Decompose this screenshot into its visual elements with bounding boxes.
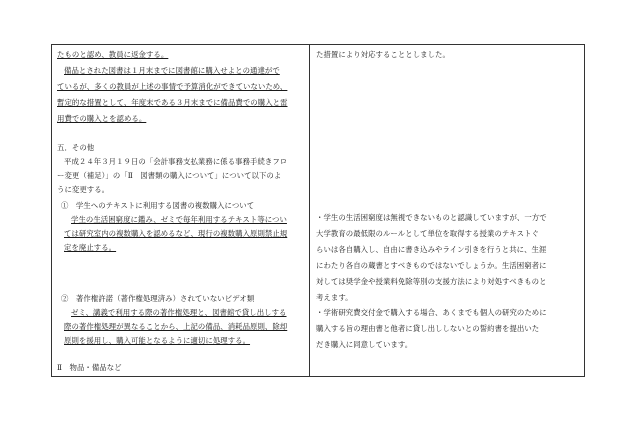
item1-line: 定を廃止する。 (64, 243, 117, 252)
block1-line: 暫定的な措置として、年度末である３月末までに備品費での購入と雷 (57, 98, 288, 107)
section5-heading: 五．その他 (57, 143, 95, 152)
proposal-column (52, 45, 310, 376)
block1-line: 備品とされた図書は１月末までに図書館に購入せよとの通達がで (64, 66, 280, 75)
item2-line: 際の著作権処理が異なることから、上記の備品、消耗品原則、除却 (64, 322, 288, 331)
response-column (310, 45, 584, 376)
response2-line: にわたり各自の蔵書とすべきものではないでしょうか。生活困窮者に (316, 261, 547, 270)
response2-line: 考えます。 (316, 293, 353, 302)
item1-line: ては研究室内の複数購入を認めるなど、現行の複数購入原則禁止規 (64, 229, 288, 238)
response3-line: ・学術研究費交付金で購入する場合、あくまでも個人の研究のために (316, 308, 547, 317)
response3-line: だき購入に同意しています。 (316, 340, 413, 349)
response2-line: ・学生の生活困窮度は無視できないものと認識していますが、一方で (316, 213, 547, 222)
section5-intro-line: ー変更（補足）」の「Ⅱ 図書類の購入について」について以下のよ (57, 171, 282, 180)
item2-heading: ② 著作権許諾（著作権処理済み）されていないビデオ類 (61, 294, 255, 303)
response2-line: らいは各自購入し、自由に書き込みやライン引きを行うと共に、生涯 (316, 245, 547, 254)
block1-line: 用費での購入とを認める。 (57, 114, 147, 123)
item2-line: ゼミ、講義で利用する際の著作権処理と、図書館で貸し出しする (71, 308, 287, 317)
section2-heading: Ⅱ 物品・備品など (57, 363, 122, 372)
block1-line: たものと認め、教員に返金する。 (57, 50, 169, 59)
item1-line: 学生の生活困窮度に鑑み、ゼミで毎年利用するテキスト等につい (71, 215, 287, 224)
revision-table (51, 44, 585, 377)
response1-line: た措置により対応することとしました。 (316, 50, 450, 59)
block1-line: ているが、多くの教員が上述の事情で予算消化ができていないため、 (57, 82, 288, 91)
item1-heading: ① 学生へのテキストに利用する図書の複数購入について (61, 201, 255, 210)
response2-line: 対しては奨学金や授業料免除等別の支援方法により対処すべきものと (316, 277, 547, 286)
item2-line: 原則を援用し、購入可能となるように適切に処理する。 (64, 336, 251, 345)
response3-line: 購入する旨の理由書と他者に貸し出ししないとの誓約書を提出いた (316, 324, 540, 333)
response2-line: 大学教育の最低限のルールとして単位を取得する授業のテキストぐ (316, 229, 539, 238)
section5-intro-line: 平成２４年３月１９日の「会計事務支払業務に係る事務手続きフロ (64, 157, 288, 166)
section5-intro-line: うに変更する。 (57, 185, 110, 194)
